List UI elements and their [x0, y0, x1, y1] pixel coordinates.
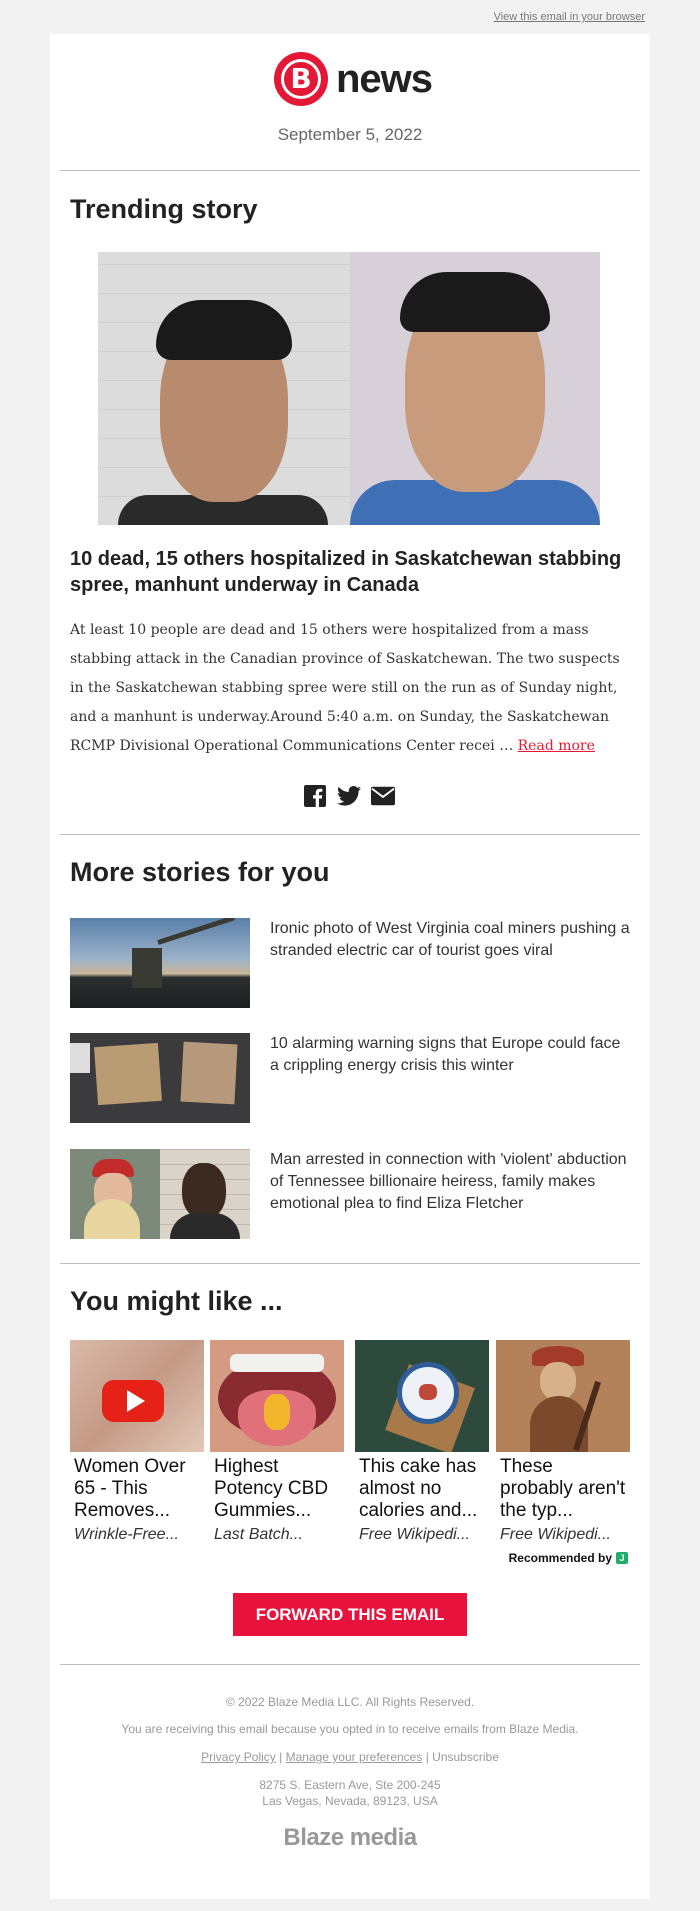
you-might-like-section-title: You might like ... — [70, 1286, 283, 1316]
recommendation-source: Free Wikipedi... — [500, 1526, 611, 1543]
recommendation-source: Free Wikipedi... — [359, 1526, 470, 1543]
suspect-photo-right — [350, 252, 600, 525]
story-title[interactable]: Man arrested in connection with 'violent' abduction of Tennessee billionaire heiress, family makes emotional plea to find Eliza Fletcher — [270, 1151, 627, 1212]
recommendation-image — [355, 1340, 489, 1452]
address-line-2: Las Vegas, Nevada, 89123, USA — [262, 1794, 438, 1808]
trending-story-image[interactable] — [98, 252, 600, 525]
recommendation-image — [70, 1340, 204, 1452]
address-line-1: 8275 S. Eastern Ave, Ste 200-245 — [259, 1778, 441, 1792]
email-date: September 5, 2022 — [277, 125, 423, 144]
recommendation-card[interactable] — [210, 1340, 344, 1544]
list-item[interactable] — [70, 1149, 630, 1239]
blaze-logo-icon: B — [274, 52, 328, 106]
recommendation-card[interactable] — [355, 1340, 489, 1544]
twitter-icon[interactable] — [337, 784, 361, 808]
trending-headline[interactable]: 10 dead, 15 others hospitalized in Saskatchewan stabbing spree, manhunt underway in Canada — [70, 548, 622, 596]
view-in-browser-link[interactable]: View this email in your browser — [493, 11, 645, 23]
trending-section-title: Trending story — [70, 194, 258, 224]
recommendation-card[interactable] — [496, 1340, 630, 1544]
email-header — [50, 34, 650, 170]
facebook-icon[interactable] — [303, 784, 327, 808]
story-title[interactable]: 10 alarming warning signs that Europe could face a crippling energy crisis this winter — [270, 1035, 621, 1074]
recommendation-title[interactable]: Highest Potency CBD Gummies... — [214, 1456, 329, 1521]
email-icon[interactable] — [371, 784, 395, 808]
footer-links: Privacy Policy | Manage your preferences | Unsubscribe — [201, 1750, 499, 1764]
privacy-policy-link[interactable]: Privacy Policy — [201, 1750, 276, 1764]
recommendation-image — [210, 1340, 344, 1452]
share-buttons — [303, 784, 395, 808]
recommended-by[interactable]: Recommended by J — [509, 1551, 628, 1565]
trending-excerpt: At least 10 people are dead and 15 others were hospitalized from a mass stabbing attack in the Canadian province of Saskatchewan. The two suspects in the Saskatchewan stabbing spree were still on the run as of Sunday night, and a manhunt is underway.Around 5:40 a.m. on Sunday, the Saskatchewan RCMP Divisional Operational Communications Center recei … Read more — [70, 622, 620, 754]
read-more-link[interactable]: Read more — [517, 738, 595, 754]
divider — [60, 170, 640, 171]
story-title[interactable]: Ironic photo of West Virginia coal miners pushing a stranded electric car of tourist goes viral — [270, 920, 630, 959]
recommendation-source: Last Batch... — [214, 1526, 303, 1543]
unsubscribe-link[interactable]: Unsubscribe — [432, 1750, 499, 1764]
forward-email-button[interactable]: FORWARD THIS EMAIL — [233, 1593, 467, 1636]
copyright: © 2022 Blaze Media LLC. All Rights Reserved. — [225, 1695, 475, 1709]
recommendation-image — [496, 1340, 630, 1452]
list-item[interactable] — [70, 918, 630, 1008]
email-container — [50, 34, 650, 1899]
top-bar — [0, 0, 700, 34]
logo[interactable] — [274, 52, 432, 106]
story-thumbnail — [70, 1033, 250, 1123]
jeeng-logo-icon: J — [616, 1552, 628, 1564]
recommendation-card[interactable] — [70, 1340, 204, 1544]
divider — [60, 1263, 640, 1264]
logo-wordmark: news — [336, 56, 433, 101]
recommendation-source: Wrinkle-Free... — [74, 1526, 179, 1543]
blaze-media-logo[interactable]: Blaze media — [283, 1824, 417, 1851]
more-stories-section-title: More stories for you — [70, 857, 330, 887]
story-thumbnail — [70, 1149, 250, 1239]
recommendation-title[interactable]: This cake has almost no calories and... — [359, 1456, 478, 1521]
suspect-photo-left — [98, 252, 350, 525]
opt-in-notice: You are receiving this email because you opted in to receive emails from Blaze Media. — [121, 1722, 579, 1736]
divider — [60, 834, 640, 835]
list-item[interactable] — [70, 1033, 630, 1123]
story-thumbnail — [70, 918, 250, 1008]
recommendation-title[interactable]: Women Over 65 - This Removes... — [74, 1456, 186, 1521]
recommendation-title[interactable]: These probably aren't the typ... — [500, 1456, 626, 1521]
divider — [60, 1664, 640, 1665]
manage-preferences-link[interactable]: Manage your preferences — [285, 1750, 423, 1764]
